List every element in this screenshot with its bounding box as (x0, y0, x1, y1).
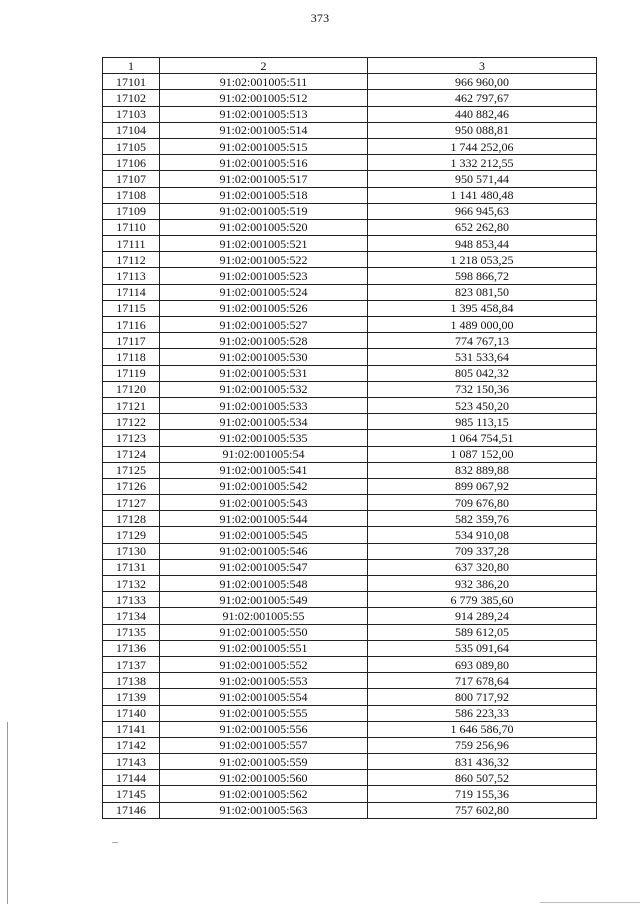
value-cell: 1 332 212,55 (368, 155, 597, 171)
cadastral-number-cell: 91:02:001005:512 (160, 90, 368, 106)
row-number-cell: 17129 (103, 527, 160, 543)
cadastral-number-cell: 91:02:001005:514 (160, 122, 368, 138)
table-row (103, 171, 597, 187)
cadastral-number-cell: 91:02:001005:528 (160, 333, 368, 349)
value-cell: 462 797,67 (368, 90, 597, 106)
cadastral-number-cell: 91:02:001005:519 (160, 203, 368, 219)
row-number-cell: 17122 (103, 414, 160, 430)
table-row (103, 430, 597, 446)
row-number-cell: 17133 (103, 592, 160, 608)
table-row (103, 786, 597, 802)
cadastral-number-cell: 91:02:001005:527 (160, 317, 368, 333)
table-row (103, 268, 597, 284)
row-number-cell: 17143 (103, 754, 160, 770)
value-cell: 1 395 458,84 (368, 300, 597, 316)
cadastral-number-cell: 91:02:001005:55 (160, 608, 368, 624)
table-row (103, 770, 597, 786)
table-row (103, 414, 597, 430)
table-row (103, 333, 597, 349)
cadastral-number-cell: 91:02:001005:554 (160, 689, 368, 705)
table-row (103, 397, 597, 413)
row-number-cell: 17107 (103, 171, 160, 187)
scan-mark (112, 842, 118, 843)
cadastral-number-cell: 91:02:001005:544 (160, 511, 368, 527)
table-row (103, 802, 597, 818)
cadastral-number-cell: 91:02:001005:511 (160, 74, 368, 90)
row-number-cell: 17145 (103, 786, 160, 802)
value-cell: 823 081,50 (368, 284, 597, 300)
cadastral-number-cell: 91:02:001005:545 (160, 527, 368, 543)
table-row (103, 527, 597, 543)
value-cell: 950 571,44 (368, 171, 597, 187)
scan-bottom-line (540, 902, 640, 903)
cadastral-number-cell: 91:02:001005:563 (160, 802, 368, 818)
cadastral-number-cell: 91:02:001005:553 (160, 673, 368, 689)
value-cell: 1 218 053,25 (368, 252, 597, 268)
cadastral-number-cell: 91:02:001005:547 (160, 559, 368, 575)
value-cell: 531 533,64 (368, 349, 597, 365)
value-cell: 586 223,33 (368, 705, 597, 721)
value-cell: 732 150,36 (368, 381, 597, 397)
row-number-cell: 17124 (103, 446, 160, 462)
cadastral-number-cell: 91:02:001005:534 (160, 414, 368, 430)
value-cell: 440 882,46 (368, 106, 597, 122)
row-number-cell: 17110 (103, 219, 160, 235)
table-row (103, 576, 597, 592)
value-cell: 860 507,52 (368, 770, 597, 786)
table-row (103, 138, 597, 154)
row-number-cell: 17127 (103, 495, 160, 511)
row-number-cell: 17116 (103, 317, 160, 333)
value-cell: 832 889,88 (368, 462, 597, 478)
cadastral-number-cell: 91:02:001005:530 (160, 349, 368, 365)
value-cell: 774 767,13 (368, 333, 597, 349)
value-cell: 831 436,32 (368, 754, 597, 770)
row-number-cell: 17125 (103, 462, 160, 478)
row-number-cell: 17113 (103, 268, 160, 284)
value-cell: 709 676,80 (368, 495, 597, 511)
cadastral-number-cell: 91:02:001005:526 (160, 300, 368, 316)
cadastral-number-cell: 91:02:001005:533 (160, 397, 368, 413)
cadastral-number-cell: 91:02:001005:520 (160, 219, 368, 235)
value-cell: 800 717,92 (368, 689, 597, 705)
cadastral-number-cell: 91:02:001005:531 (160, 365, 368, 381)
cadastral-number-cell: 91:02:001005:515 (160, 138, 368, 154)
row-number-cell: 17137 (103, 656, 160, 672)
cadastral-number-cell: 91:02:001005:548 (160, 576, 368, 592)
row-number-cell: 17101 (103, 74, 160, 90)
cadastral-number-cell: 91:02:001005:521 (160, 236, 368, 252)
row-number-cell: 17118 (103, 349, 160, 365)
row-number-cell: 17139 (103, 689, 160, 705)
table-header (103, 58, 597, 74)
row-number-cell: 17134 (103, 608, 160, 624)
table-row (103, 236, 597, 252)
cadastral-number-cell: 91:02:001005:559 (160, 754, 368, 770)
cadastral-number-cell: 91:02:001005:513 (160, 106, 368, 122)
row-number-cell: 17117 (103, 333, 160, 349)
scan-margin-line (7, 722, 8, 904)
cadastral-number-cell: 91:02:001005:541 (160, 462, 368, 478)
row-number-cell: 17104 (103, 122, 160, 138)
table-row (103, 122, 597, 138)
cadastral-number-cell: 91:02:001005:557 (160, 737, 368, 753)
row-number-cell: 17103 (103, 106, 160, 122)
cadastral-number-cell: 91:02:001005:560 (160, 770, 368, 786)
row-number-cell: 17142 (103, 737, 160, 753)
value-cell: 805 042,32 (368, 365, 597, 381)
table-row (103, 624, 597, 640)
value-cell: 932 386,20 (368, 576, 597, 592)
table-row (103, 543, 597, 559)
cadastral-number-cell: 91:02:001005:551 (160, 640, 368, 656)
value-cell: 914 289,24 (368, 608, 597, 624)
row-number-cell: 17130 (103, 543, 160, 559)
table-row (103, 349, 597, 365)
table-row (103, 673, 597, 689)
row-number-cell: 17141 (103, 721, 160, 737)
cadastral-number-cell: 91:02:001005:516 (160, 155, 368, 171)
value-cell: 6 779 385,60 (368, 592, 597, 608)
cadastral-number-cell: 91:02:001005:54 (160, 446, 368, 462)
cadastral-number-cell: 91:02:001005:524 (160, 284, 368, 300)
cadastral-number-cell: 91:02:001005:518 (160, 187, 368, 203)
cadastral-number-cell: 91:02:001005:556 (160, 721, 368, 737)
row-number-cell: 17140 (103, 705, 160, 721)
value-cell: 534 910,08 (368, 527, 597, 543)
row-number-cell: 17138 (103, 673, 160, 689)
row-number-cell: 17126 (103, 478, 160, 494)
table-row (103, 640, 597, 656)
row-number-cell: 17128 (103, 511, 160, 527)
table-row (103, 203, 597, 219)
cadastral-number-cell: 91:02:001005:543 (160, 495, 368, 511)
cadastral-number-cell: 91:02:001005:532 (160, 381, 368, 397)
row-number-cell: 17115 (103, 300, 160, 316)
value-cell: 719 155,36 (368, 786, 597, 802)
header-row (103, 58, 597, 74)
value-cell: 523 450,20 (368, 397, 597, 413)
cadastral-number-cell: 91:02:001005:542 (160, 478, 368, 494)
table-row (103, 90, 597, 106)
cadastral-number-cell: 91:02:001005:550 (160, 624, 368, 640)
table-row (103, 74, 597, 90)
cadastral-number-cell: 91:02:001005:546 (160, 543, 368, 559)
value-cell: 652 262,80 (368, 219, 597, 235)
row-number-cell: 17121 (103, 397, 160, 413)
value-cell: 966 945,63 (368, 203, 597, 219)
table-row (103, 737, 597, 753)
column-header-3: 3 (368, 58, 597, 74)
value-cell: 948 853,44 (368, 236, 597, 252)
row-number-cell: 17132 (103, 576, 160, 592)
cadastral-number-cell: 91:02:001005:549 (160, 592, 368, 608)
table-row (103, 462, 597, 478)
value-cell: 637 320,80 (368, 559, 597, 575)
table-row (103, 478, 597, 494)
table-row (103, 559, 597, 575)
row-number-cell: 17144 (103, 770, 160, 786)
row-number-cell: 17102 (103, 90, 160, 106)
row-number-cell: 17146 (103, 802, 160, 818)
table-row (103, 284, 597, 300)
table-row (103, 495, 597, 511)
table-row (103, 592, 597, 608)
table-body (103, 74, 597, 819)
cadastral-number-cell: 91:02:001005:523 (160, 268, 368, 284)
row-number-cell: 17112 (103, 252, 160, 268)
row-number-cell: 17105 (103, 138, 160, 154)
table-row (103, 300, 597, 316)
page-number: 373 (310, 11, 330, 25)
row-number-cell: 17109 (103, 203, 160, 219)
row-number-cell: 17111 (103, 236, 160, 252)
cadastral-number-cell: 91:02:001005:535 (160, 430, 368, 446)
value-cell: 966 960,00 (368, 74, 597, 90)
value-cell: 1 087 152,00 (368, 446, 597, 462)
table-row (103, 511, 597, 527)
table-row (103, 155, 597, 171)
data-table (102, 57, 597, 819)
value-cell: 950 088,81 (368, 122, 597, 138)
value-cell: 1 141 480,48 (368, 187, 597, 203)
table-row (103, 365, 597, 381)
table-row (103, 252, 597, 268)
value-cell: 1 489 000,00 (368, 317, 597, 333)
value-cell: 717 678,64 (368, 673, 597, 689)
cadastral-number-cell: 91:02:001005:522 (160, 252, 368, 268)
row-number-cell: 17135 (103, 624, 160, 640)
value-cell: 589 612,05 (368, 624, 597, 640)
cadastral-number-cell: 91:02:001005:562 (160, 786, 368, 802)
table-row (103, 705, 597, 721)
table-row (103, 656, 597, 672)
table-row (103, 219, 597, 235)
table-row (103, 721, 597, 737)
value-cell: 1 646 586,70 (368, 721, 597, 737)
value-cell: 1 744 252,06 (368, 138, 597, 154)
value-cell: 1 064 754,51 (368, 430, 597, 446)
table-row (103, 317, 597, 333)
row-number-cell: 17114 (103, 284, 160, 300)
column-header-2: 2 (160, 58, 368, 74)
row-number-cell: 17108 (103, 187, 160, 203)
value-cell: 598 866,72 (368, 268, 597, 284)
cadastral-number-cell: 91:02:001005:555 (160, 705, 368, 721)
value-cell: 759 256,96 (368, 737, 597, 753)
table-row (103, 446, 597, 462)
table-row (103, 187, 597, 203)
row-number-cell: 17123 (103, 430, 160, 446)
row-number-cell: 17120 (103, 381, 160, 397)
table-row (103, 689, 597, 705)
table-row (103, 608, 597, 624)
table-row (103, 106, 597, 122)
value-cell: 535 091,64 (368, 640, 597, 656)
cadastral-number-cell: 91:02:001005:517 (160, 171, 368, 187)
row-number-cell: 17131 (103, 559, 160, 575)
column-header-1: 1 (103, 58, 160, 74)
table-row (103, 754, 597, 770)
row-number-cell: 17119 (103, 365, 160, 381)
value-cell: 757 602,80 (368, 802, 597, 818)
value-cell: 985 113,15 (368, 414, 597, 430)
value-cell: 899 067,92 (368, 478, 597, 494)
cadastral-number-cell: 91:02:001005:552 (160, 656, 368, 672)
table-row (103, 381, 597, 397)
value-cell: 582 359,76 (368, 511, 597, 527)
row-number-cell: 17106 (103, 155, 160, 171)
value-cell: 693 089,80 (368, 656, 597, 672)
row-number-cell: 17136 (103, 640, 160, 656)
value-cell: 709 337,28 (368, 543, 597, 559)
